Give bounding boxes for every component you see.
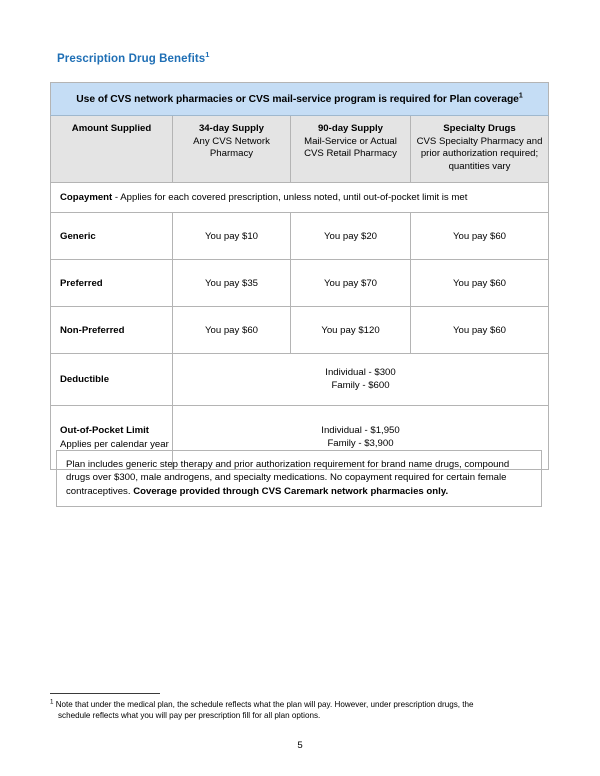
plan-note-box: [56, 450, 542, 507]
column-header-main: 34-day Supply: [198, 123, 265, 134]
row-label-non-preferred: Non-Preferred: [51, 307, 173, 354]
prescription-drug-benefits-table: [50, 82, 549, 470]
cell-line-2: $60: [489, 230, 506, 242]
row-label-generic: Generic: [51, 213, 173, 260]
cell-preferred-90day: [291, 260, 411, 307]
cell-line-1: You pay: [452, 230, 488, 242]
cell-line-2: Family - $600: [331, 380, 390, 392]
column-header-main: Specialty Drugs: [443, 123, 516, 134]
column-header-sub: Any CVS Network Pharmacy: [193, 135, 270, 160]
page-number: 5: [297, 740, 303, 751]
cell-line-1: You pay: [323, 277, 359, 289]
column-header-main: Amount Supplied: [71, 123, 152, 134]
column-header-specialty-drugs: [411, 116, 549, 183]
table-row: [51, 213, 549, 260]
cell-line-2: $120: [358, 324, 380, 336]
cell-non-preferred-specialty: [411, 307, 549, 354]
cell-line-2: $35: [241, 277, 258, 289]
table-row: [51, 354, 549, 406]
row-label-main: Out-of-Pocket Limit: [60, 425, 150, 437]
copayment-text: - Applies for each covered prescription, unless noted, until out-of-pocket limit is met: [112, 191, 468, 203]
cell-line-2: $60: [489, 324, 506, 336]
cell-line-1: You pay: [204, 277, 240, 289]
table-banner-row: [51, 83, 549, 116]
cell-generic-34day: You pay $10: [173, 213, 291, 260]
footnote: [50, 699, 540, 722]
column-header-34-day-supply: [173, 116, 291, 183]
page-title: [57, 50, 210, 65]
column-header-main: 90-day Supply: [317, 123, 384, 134]
table-banner-cell: [51, 83, 549, 116]
page-title-text: Prescription Drug Benefits: [57, 53, 206, 65]
footnote-line-1: Note that under the medical plan, the schedule reflects what the plan will pay. However, under prescription drugs, the: [53, 700, 474, 709]
cell-generic-specialty: [411, 213, 549, 260]
cell-non-preferred-34day: [173, 307, 291, 354]
column-header-amount-supplied: [51, 116, 173, 183]
column-header-sub: Mail-Service or Actual CVS Retail Pharmacy: [304, 135, 397, 160]
copayment-label: Copayment: [60, 191, 113, 203]
footnote-line-2: schedule reflects what you will pay per prescription fill for all plan options.: [58, 711, 321, 721]
copayment-description-cell: [51, 183, 549, 213]
table-column-header-row: [51, 116, 549, 183]
cell-line-1: Individual - $1,950: [321, 424, 400, 436]
cell-generic-90day: You pay $20: [291, 213, 411, 260]
plan-note-text: Plan includes generic step therapy and prior authorization requirement for brand name drugs, compound drugs over $300, male androgens, and specialty medications. No copayment required for certain female contraceptives.: [66, 459, 510, 497]
cell-preferred-34day: [173, 260, 291, 307]
table-banner-text: Use of CVS network pharmacies or CVS mail-service program is required for Plan coverage: [76, 93, 519, 105]
cell-line-2: $60: [241, 324, 258, 336]
cell-line-1: You pay: [452, 324, 488, 336]
page-title-footnote-marker: 1: [205, 50, 210, 60]
cell-line-1: You pay: [204, 324, 240, 336]
cell-non-preferred-90day: [291, 307, 411, 354]
column-header-sub: CVS Specialty Pharmacy and prior authorization required; quantities vary: [416, 135, 543, 172]
table-row: [51, 307, 549, 354]
cell-line-1: You pay: [452, 277, 488, 289]
row-label-preferred: Preferred: [51, 260, 173, 307]
footnote-separator: [50, 693, 160, 694]
cell-deductible-values: [173, 354, 549, 406]
row-label-sub: Applies per calendar year: [60, 438, 169, 450]
column-header-90-day-supply: [291, 116, 411, 183]
cell-line-2: $60: [489, 277, 506, 289]
cell-line-2: Family - $3,900: [327, 438, 394, 450]
row-label-deductible: Deductible: [51, 354, 173, 406]
table-banner-footnote-marker: 1: [518, 92, 523, 100]
cell-line-1: Individual - $300: [325, 366, 396, 378]
table-row: [51, 260, 549, 307]
cell-preferred-specialty: [411, 260, 549, 307]
plan-note-bold-text: Coverage provided through CVS Caremark network pharmacies only.: [133, 485, 449, 497]
table-copayment-row: [51, 183, 549, 213]
footnote-marker: 1: [50, 698, 54, 706]
cell-line-1: You pay: [321, 324, 356, 336]
cell-line-2: $70: [360, 277, 377, 289]
